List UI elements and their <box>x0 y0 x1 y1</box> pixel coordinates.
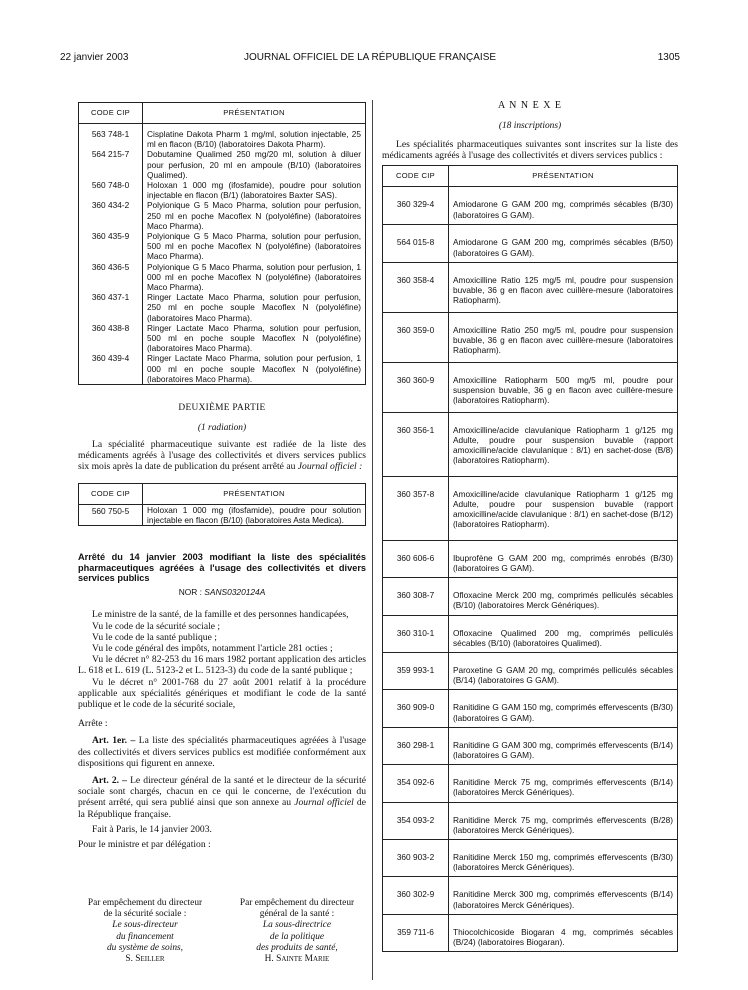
sig-right-line1: Par empêchement du directeur <box>239 898 355 908</box>
presentation-text: Paroxetine G GAM 20 mg, comprimés pelliculés sécables (B/14) (laboratoires G GAM). <box>449 653 678 690</box>
cip-code: 560 748-0 <box>79 180 143 200</box>
page-header <box>60 52 680 66</box>
header-date: 22 janvier 2003 <box>60 52 129 63</box>
column-header-code: CODE CIP <box>79 103 143 124</box>
cip-code: 360 298-1 <box>383 727 449 764</box>
article-2 <box>78 775 366 820</box>
cip-code: 359 993-1 <box>383 653 449 690</box>
cip-code: 564 215-7 <box>79 149 143 180</box>
part2-subtitle: (1 radiation) <box>197 423 247 434</box>
presentation-text: Thiocolchicoside Biogaran 4 mg, comprimés sécables (B/24) (laboratoires Biogaran). <box>449 914 678 951</box>
part2-intro-text: La spécialité pharmaceutique suivante est radiée de la liste des médicaments agréés à l'usage des collectivités et divers services publics six mois après la date de publication du présent arrêté au <box>78 439 366 473</box>
presentation-text: Amoxicilline Ratio 250 mg/5 ml, poudre pour suspension buvable, 36 g en flacon avec cuillère-mesure (laboratoires Ratiopharm). <box>449 312 678 362</box>
cip-code: 360 903-2 <box>383 840 449 877</box>
annexe-intro: Les spécialités pharmaceutiques suivantes sont inscrites sur la liste des médicaments agréés à l'usage des collectivités et divers services publics : <box>382 139 678 162</box>
cip-code: 360 909-0 <box>383 690 449 727</box>
presentation-text: Amoxicilline Ratio 125 mg/5 ml, poudre pour suspension buvable, 36 g en flacon avec cuillère-mesure (laboratoires Ratiopharm). <box>449 262 678 312</box>
presentation-text: Ranitidine Merck 75 mg, comprimés effervescents (B/28) (laboratoires Merck Génériques). <box>449 802 678 839</box>
part2-intro-journal: Journal officiel : <box>297 461 363 473</box>
page-number: 1305 <box>657 52 680 63</box>
presentation-text: Ranitidine G GAM 150 mg, comprimés effervescents (B/30) (laboratoires G GAM). <box>449 690 678 727</box>
table-second-part <box>78 483 366 526</box>
cip-code: 354 093-2 <box>383 802 449 839</box>
recital-cgi: Vu le code général des impôts, notamment l'article 281 octies ; <box>92 642 333 654</box>
cip-code: 563 748-1 <box>79 124 143 150</box>
column-header-presentation: PRÉSENTATION <box>143 103 366 124</box>
right-column <box>382 100 678 952</box>
table-row <box>383 914 678 951</box>
column-header-presentation: PRÉSENTATION <box>143 483 366 504</box>
article-2-journal: Journal officiel <box>294 797 354 809</box>
presentation-text: Dobutamine Qualimed 250 mg/20 ml, solution à diluer pour perfusion, 20 ml en ampoule (B/10) (laboratoires Qualimed). <box>143 149 366 180</box>
sig-left-line2: de la sécurité sociale : <box>103 909 187 920</box>
sig-left-role1: Le sous-directeur <box>112 920 178 931</box>
cip-code: 360 439-4 <box>79 353 143 384</box>
annexe-title: A N N E X E <box>497 100 563 111</box>
cip-code: 360 359-0 <box>383 312 449 362</box>
sig-left-line1: Par empêchement du directeur <box>87 898 203 908</box>
cip-code: 354 092-6 <box>383 765 449 802</box>
sig-left-role3: du système de soins, <box>106 942 184 953</box>
table-row <box>383 653 678 690</box>
cip-code: 564 015-8 <box>383 225 449 262</box>
table-row <box>79 262 366 293</box>
column-header-presentation: PRÉSENTATION <box>449 166 678 187</box>
table-row <box>383 362 678 412</box>
presentation-text: Amoxicilline Ratiopharm 500 mg/5 ml, poudre pour suspension buvable, 36 g en flacon avec cuillère-mesure (laboratoires Ratiopharm). <box>449 362 678 412</box>
part2-intro <box>78 439 366 473</box>
cip-code: 360 308-7 <box>383 578 449 615</box>
table-row <box>79 149 366 180</box>
presentation-text: Ranitidine G GAM 300 mg, comprimés effervescents (B/14) (laboratoires G GAM). <box>449 727 678 764</box>
cip-code: 360 437-1 <box>79 292 143 323</box>
article-2-label: Art. 2. – <box>92 774 127 786</box>
recital-decree-2001: Vu le décret n° 2001-768 du 27 août 2001 relatif à la procédure applicable aux spécialités génériques et modifiant le code de la santé publique et le code de la sécurité sociale, <box>78 676 366 710</box>
presentation-text: Ranitidine Merck 75 mg, comprimés effervescents (B/14) (laboratoires Merck Génériques). <box>449 765 678 802</box>
signature-right <box>222 898 372 965</box>
table-row <box>383 615 678 652</box>
cip-code: 360 310-1 <box>383 615 449 652</box>
column-header-code: CODE CIP <box>79 483 143 504</box>
table-row <box>79 200 366 231</box>
table-row <box>79 292 366 323</box>
table-row <box>383 187 678 225</box>
sig-right-role2: de la politique <box>269 931 325 942</box>
table-first-part <box>78 102 366 385</box>
table-row <box>79 504 366 525</box>
part2-title: DEUXIÈME PARTIE <box>178 403 266 414</box>
table-row <box>383 840 678 877</box>
table-row <box>383 225 678 262</box>
presentation-text: Holoxan 1 000 mg (ifosfamide), poudre pour solution injectable en flacon (B/1) (laboratoires Baxter SAS). <box>143 180 366 200</box>
sig-left-role2: du financement <box>116 931 174 942</box>
presentation-text: Polyionique G 5 Maco Pharma, solution pour perfusion, 1 000 ml en poche Macoflex N (polyoléfine) (laboratoires Maco Pharma). <box>143 262 366 293</box>
arrete-heading: Arrête : <box>78 718 108 730</box>
cip-code: 360 438-8 <box>79 323 143 354</box>
recital-csp: Vu le code de la santé publique ; <box>92 631 217 643</box>
table-annexe <box>382 165 678 952</box>
cip-code: 360 358-4 <box>383 262 449 312</box>
column-header-code: CODE CIP <box>383 166 449 187</box>
table-row <box>383 540 678 577</box>
for-minister: Pour le ministre et par délégation : <box>78 838 211 850</box>
presentation-text: Ranitidine Merck 300 mg, comprimés effervescents (B/14) (laboratoires Merck Génériques). <box>449 877 678 914</box>
table-row <box>383 476 678 540</box>
recital-css: Vu le code de la sécurité sociale ; <box>92 620 221 632</box>
presentation-text: Ofloxacine Merck 200 mg, comprimés pelliculés sécables (B/10) (laboratoires Merck Génériques). <box>449 578 678 615</box>
decree-recitals <box>78 609 366 710</box>
table-row <box>383 727 678 764</box>
table-row <box>79 323 366 354</box>
table-row <box>383 877 678 914</box>
presentation-text: Amiodarone G GAM 200 mg, comprimés sécables (B/50) (laboratoires G GAM). <box>449 225 678 262</box>
table-row <box>383 578 678 615</box>
done-at: Fait à Paris, le 14 janvier 2003. <box>92 823 212 835</box>
nor-value: SANS0320124A <box>204 587 266 598</box>
article-2-end: de la République française. <box>78 797 366 820</box>
table-row <box>79 180 366 200</box>
article-2-text: Le directeur général de la santé et le directeur de la sécurité sociale sont chargés, chacun en ce qui le concerne, de l'exécution du présent arrêté, qui sera publié ainsi que son annexe au <box>78 774 366 809</box>
cip-code: 360 606-6 <box>383 540 449 577</box>
presentation-text: Ringer Lactate Maco Pharma, solution pour perfusion, 500 ml en poche souple Macoflex N (polyoléfine) (laboratoires Maco Pharma). <box>143 323 366 354</box>
table-row <box>79 231 366 262</box>
presentation-text: Amoxicilline/acide clavulanique Ratiopharm 1 g/125 mg Adulte, poudre pour suspension buvable (rapport amoxicilline/acide clavulanique : 8/1) en sachet-dose (B/12) (laboratoires Ratiopharm). <box>449 476 678 540</box>
recital-decree-1982: Vu le décret n° 82-253 du 16 mars 1982 portant application des articles L. 618 et L. 619 (L. 5123-2 et L. 5123-3) du code de la santé publique ; <box>78 654 366 677</box>
table-row <box>79 353 366 384</box>
cip-code: 360 357-8 <box>383 476 449 540</box>
sig-right-line2: général de la santé : <box>259 909 335 920</box>
nor-label: NOR : <box>178 587 202 598</box>
presentation-text: Amoxicilline/acide clavulanique Ratiopharm 1 g/125 mg Adulte, poudre pour suspension buvable (rapport amoxicilline/acide clavulanique : 8/1) en sachet-dose (B/8) (laboratoires Ratiopharm). <box>449 412 678 476</box>
table-row <box>383 412 678 476</box>
signature-left <box>70 898 220 965</box>
cip-code: 360 435-9 <box>79 231 143 262</box>
presentation-text: Ringer Lactate Maco Pharma, solution pour perfusion, 1 000 ml en poche souple Macoflex N (polyoléfine) (laboratoires Maco Pharma). <box>143 353 366 384</box>
cip-code: 359 711-6 <box>383 914 449 951</box>
table-row <box>383 262 678 312</box>
sig-right-role3: des produits de santé, <box>256 942 338 953</box>
presentation-text: Ibuprofène G GAM 200 mg, comprimés enrobés (B/30) (laboratoires G GAM). <box>449 540 678 577</box>
cip-code: 560 750-5 <box>79 504 143 525</box>
cip-code: 360 434-2 <box>79 200 143 231</box>
decree-title: Arrêté du 14 janvier 2003 modifiant la liste des spécialités pharmaceutiques agréées à l'usage des collectivités et divers services publics <box>78 552 366 583</box>
left-column <box>78 102 366 850</box>
table-row <box>79 124 366 150</box>
table-row <box>383 765 678 802</box>
cip-code: 360 436-5 <box>79 262 143 293</box>
sig-left-name: S. Seiller <box>125 954 165 965</box>
presentation-text: Holoxan 1 000 mg (ifosfamide), poudre pour solution injectable en flacon (B/10) (laboratoires Asta Medica). <box>143 504 366 525</box>
cip-code: 360 356-1 <box>383 412 449 476</box>
presentation-text: Ofloxacine Qualimed 200 mg, comprimés pelliculés sécables (B/10) (laboratoires Qualimed). <box>449 615 678 652</box>
nor-reference <box>78 587 366 597</box>
presentation-text: Polyionique G 5 Maco Pharma, solution pour perfusion, 250 ml en poche Macoflex N (polyoléfine) (laboratoires Maco Pharma). <box>143 200 366 231</box>
table-row <box>383 802 678 839</box>
cip-code: 360 302-9 <box>383 877 449 914</box>
presentation-text: Amiodarone G GAM 200 mg, comprimés sécables (B/30) (laboratoires G GAM). <box>449 187 678 225</box>
journal-title: JOURNAL OFFICIEL DE LA RÉPUBLIQUE FRANÇAISE <box>243 52 497 63</box>
cip-code: 360 360-9 <box>383 362 449 412</box>
sig-right-name: H. Sainte Marie <box>264 954 330 965</box>
article-1 <box>78 735 366 769</box>
recital-minister: Le ministre de la santé, de la famille et des personnes handicapées, <box>92 609 349 621</box>
cip-code: 360 329-4 <box>383 187 449 225</box>
article-1-label: Art. 1er. – <box>92 735 136 747</box>
column-divider <box>372 100 373 980</box>
table-row <box>383 312 678 362</box>
presentation-text: Polyionique G 5 Maco Pharma, solution pour perfusion, 500 ml en poche Macoflex N (polyoléfine) (laboratoires Maco Pharma). <box>143 231 366 262</box>
presentation-text: Ranitidine Merck 150 mg, comprimés effervescents (B/30) (laboratoires Merck Génériques). <box>449 840 678 877</box>
annexe-subtitle: (18 inscriptions) <box>498 121 562 131</box>
table-row <box>383 690 678 727</box>
presentation-text: Ringer Lactate Maco Pharma, solution pour perfusion, 250 ml en poche souple Macoflex N (polyoléfine) (laboratoires Maco Pharma). <box>143 292 366 323</box>
sig-right-role1: La sous-directrice <box>262 920 332 931</box>
article-1-text: La liste des spécialités pharmaceutiques agréées à l'usage des collectivités et divers services publics est modifiée conformément aux dispositions qui figurent en annexe. <box>78 735 366 769</box>
presentation-text: Cisplatine Dakota Pharm 1 mg/ml, solution injectable, 25 ml en flacon (B/10) (laboratoires Dakota Pharm). <box>143 124 366 150</box>
